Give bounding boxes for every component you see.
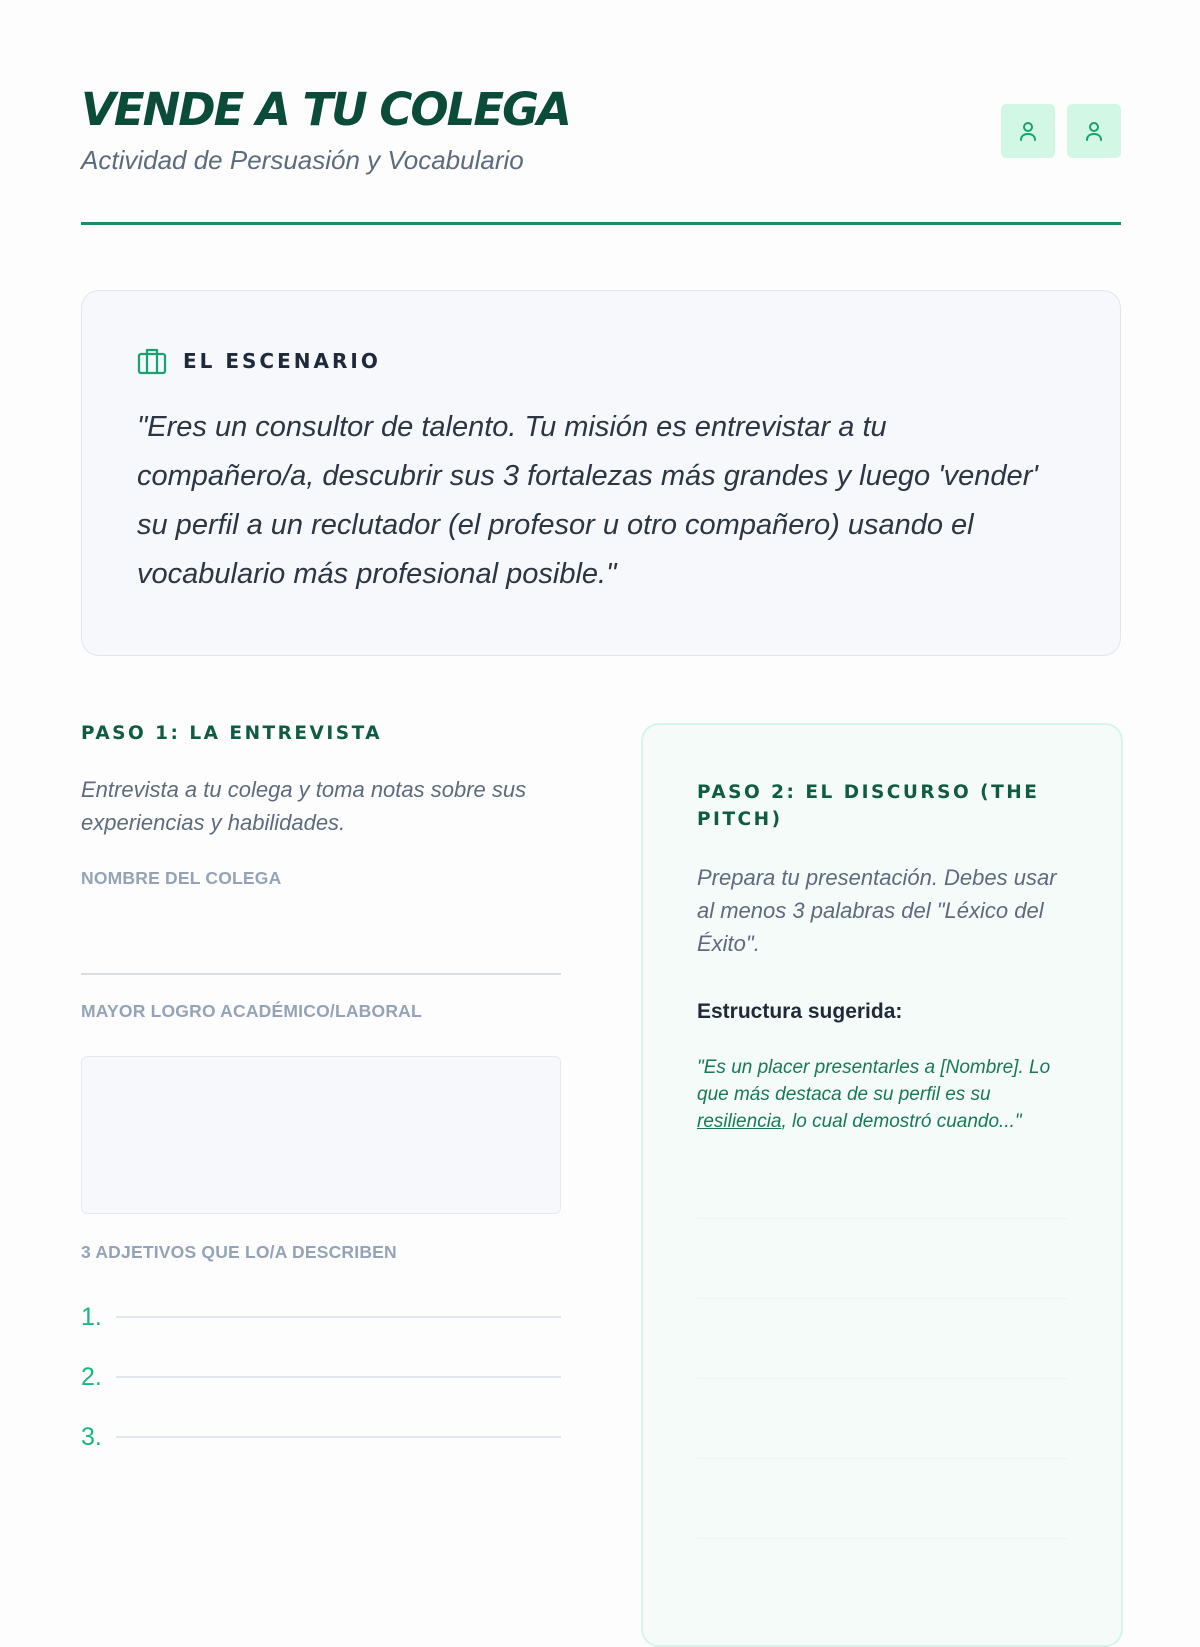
step2-title: PASO 2: EL DISCURSO (THE PITCH) [697, 782, 1040, 830]
structure-example [697, 1054, 1067, 1135]
page-subtitle: Actividad de Persuasión y Vocabulario [81, 145, 524, 175]
adjective-number-3: 3. [81, 1423, 102, 1451]
pitch-line-5[interactable] [697, 1538, 1067, 1539]
user-icon [1082, 119, 1106, 143]
adjective-field-3[interactable] [116, 1436, 561, 1438]
page-header [81, 80, 1121, 225]
colleague-name-field[interactable] [81, 973, 561, 975]
user-button-2[interactable] [1067, 104, 1121, 158]
example-keyword: resiliencia [697, 1111, 782, 1132]
step1-title: PASO 1: LA ENTREVISTA [81, 723, 383, 744]
user-button-1[interactable] [1001, 104, 1055, 158]
achievement-label: MAYOR LOGRO ACADÉMICO/LABORAL [81, 1001, 422, 1021]
adjective-field-2[interactable] [116, 1376, 561, 1378]
pitch-line-4[interactable] [697, 1458, 1067, 1459]
scenario-quote: "Eres un consultor de talento. Tu misión es entrevistar a tu compañero/a, descubrir sus 3 fortalezas más grandes y luego 'vender' su perfil a un reclutador (el profesor u otro compañero) usando el vocabulario más profesional posible." [137, 411, 1038, 590]
page-title: VENDE A TU COLEGA [81, 83, 570, 136]
pitch-line-2[interactable] [697, 1298, 1067, 1299]
step2-description: Prepara tu presentación. Debes usar al menos 3 palabras del "Léxico del Éxito". [697, 865, 1057, 956]
achievement-textarea[interactable] [81, 1056, 561, 1214]
example-text-end: , lo cual demostró cuando..." [781, 1111, 1022, 1132]
adjective-number-1: 1. [81, 1303, 102, 1331]
adjectives-label: 3 ADJETIVOS QUE LO/A DESCRIBEN [81, 1242, 397, 1262]
structure-title: Estructura sugerida: [697, 1000, 903, 1023]
step1-description: Entrevista a tu colega y toma notas sobre sus experiencias y habilidades. [81, 777, 527, 835]
worksheet-page [81, 0, 1121, 1600]
adjective-number-2: 2. [81, 1363, 102, 1391]
scenario-heading [137, 347, 381, 375]
step1-section [81, 720, 561, 1451]
pitch-line-1[interactable] [697, 1218, 1067, 1219]
pitch-line-3[interactable] [697, 1378, 1067, 1379]
example-text-start: "Es un placer presentarles a [Nombre]. Lo que más destaca de su perfil es su [697, 1057, 1051, 1105]
adjective-field-1[interactable] [116, 1316, 561, 1318]
scenario-card [81, 290, 1121, 656]
briefcase-icon [137, 347, 167, 375]
colleague-name-label: NOMBRE DEL COLEGA [81, 868, 282, 888]
user-icon [1016, 119, 1040, 143]
step2-card [641, 723, 1123, 1647]
scenario-label: EL ESCENARIO [183, 349, 381, 373]
